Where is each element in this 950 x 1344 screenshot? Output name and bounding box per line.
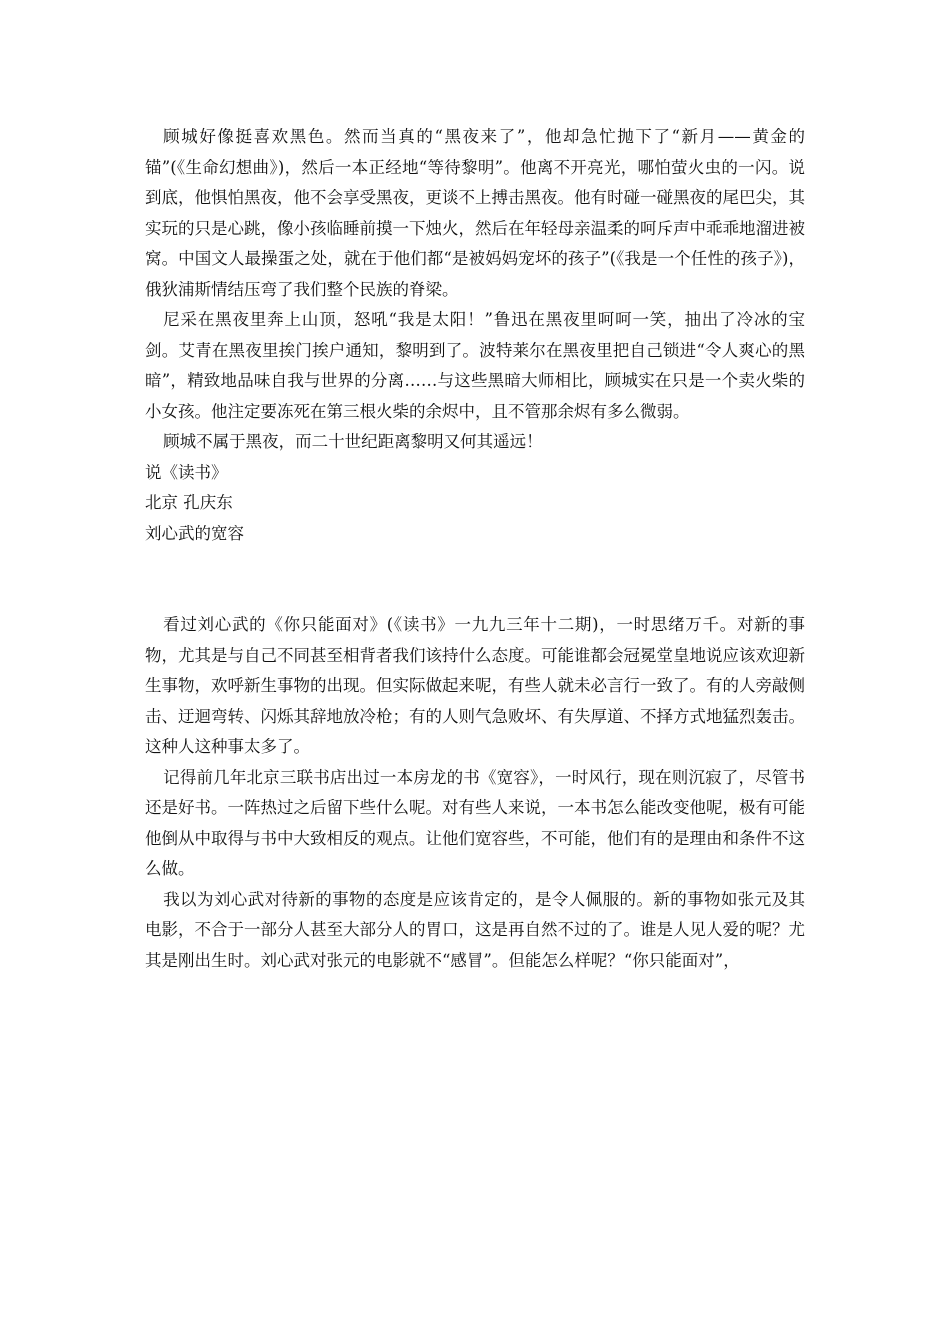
column-heading: 说《读书》 — [145, 462, 228, 482]
document-page — [145, 122, 805, 976]
article-title: 刘心武的宽容 — [145, 523, 244, 543]
essay2-paragraph-1: 看过刘心武的《你只能面对》(《读书》一九九三年十二期)，一时思绪万千。对新的事物，尤其是与自己不同甚至相背者我们该持什么态度。可能谁都会冠冕堂皇地说应该欢迎新生事物，欢呼新生事物的出现。但实际做起来呢，有些人就未必言行一致了。有的人旁敲侧击、迂迴弯转、闪烁其辞地放冷枪；有的人则气急败坏、有失厚道、不择方式地猛烈轰击。这种人这种事太多了。 — [145, 615, 805, 756]
essay1-paragraph-1: 顾城好像挺喜欢黑色。然而当真的“黑夜来了”，他却急忙抛下了“新月——黄金的锚”(《生命幻想曲》)，然后一本正经地“等待黎明”。他离不开亮光，哪怕萤火虫的一闪。说到底，他惧怕黑夜，他不会享受黑夜，更谈不上搏击黑夜。他有时碰一碰黑夜的尾巴尖，其实玩的只是心跳，像小孩临睡前摸一下烛火，然后在年轻母亲温柔的呵斥声中乖乖地溜进被窝。中国文人最操蛋之处，就在于他们都“是被妈妈宠坏的孩子”(《我是一个任性的孩子》)，俄狄浦斯情结压弯了我们整个民族的脊梁。 — [145, 127, 805, 299]
essay1-paragraph-3: 顾城不属于黑夜，而二十世纪距离黎明又何其遥远！ — [163, 432, 543, 451]
section-spacer — [145, 549, 805, 610]
essay2-paragraph-3: 我以为刘心武对待新的事物的态度是应该肯定的，是令人佩服的。新的事物如张元及其电影，不合于一部分人甚至大部分人的胃口，这是再自然不过的了。谁是人见人爱的呢？尤其是刚出生时。刘心武对张元的电影就不“感冒”。但能怎么样呢？“你只能面对”， — [145, 889, 805, 970]
author-byline: 北京 孔庆东 — [145, 493, 233, 512]
essay1-paragraph-2: 尼采在黑夜里奔上山顶，怒吼“我是太阳！”鲁迅在黑夜里呵呵一笑，抽出了冷冰的宝剑。艾青在黑夜里挨门挨户通知，黎明到了。波特莱尔在黑夜里把自己锁进“令人爽心的黑暗”，精致地品味自我与世界的分离……与这些黑暗大师相比，顾城实在只是一个卖火柴的小女孩。他注定要冻死在第三根火柴的余烬中，且不管那余烬有多么微弱。 — [145, 310, 805, 421]
essay2-paragraph-2: 记得前几年北京三联书店出过一本房龙的书《宽容》，一时风行，现在则沉寂了，尽管书还是好书。一阵热过之后留下些什么呢。对有些人来说，一本书怎么能改变他呢，极有可能他倒从中取得与书中大致相反的观点。让他们宽容些，不可能，他们有的是理由和条件不这么做。 — [145, 767, 805, 878]
